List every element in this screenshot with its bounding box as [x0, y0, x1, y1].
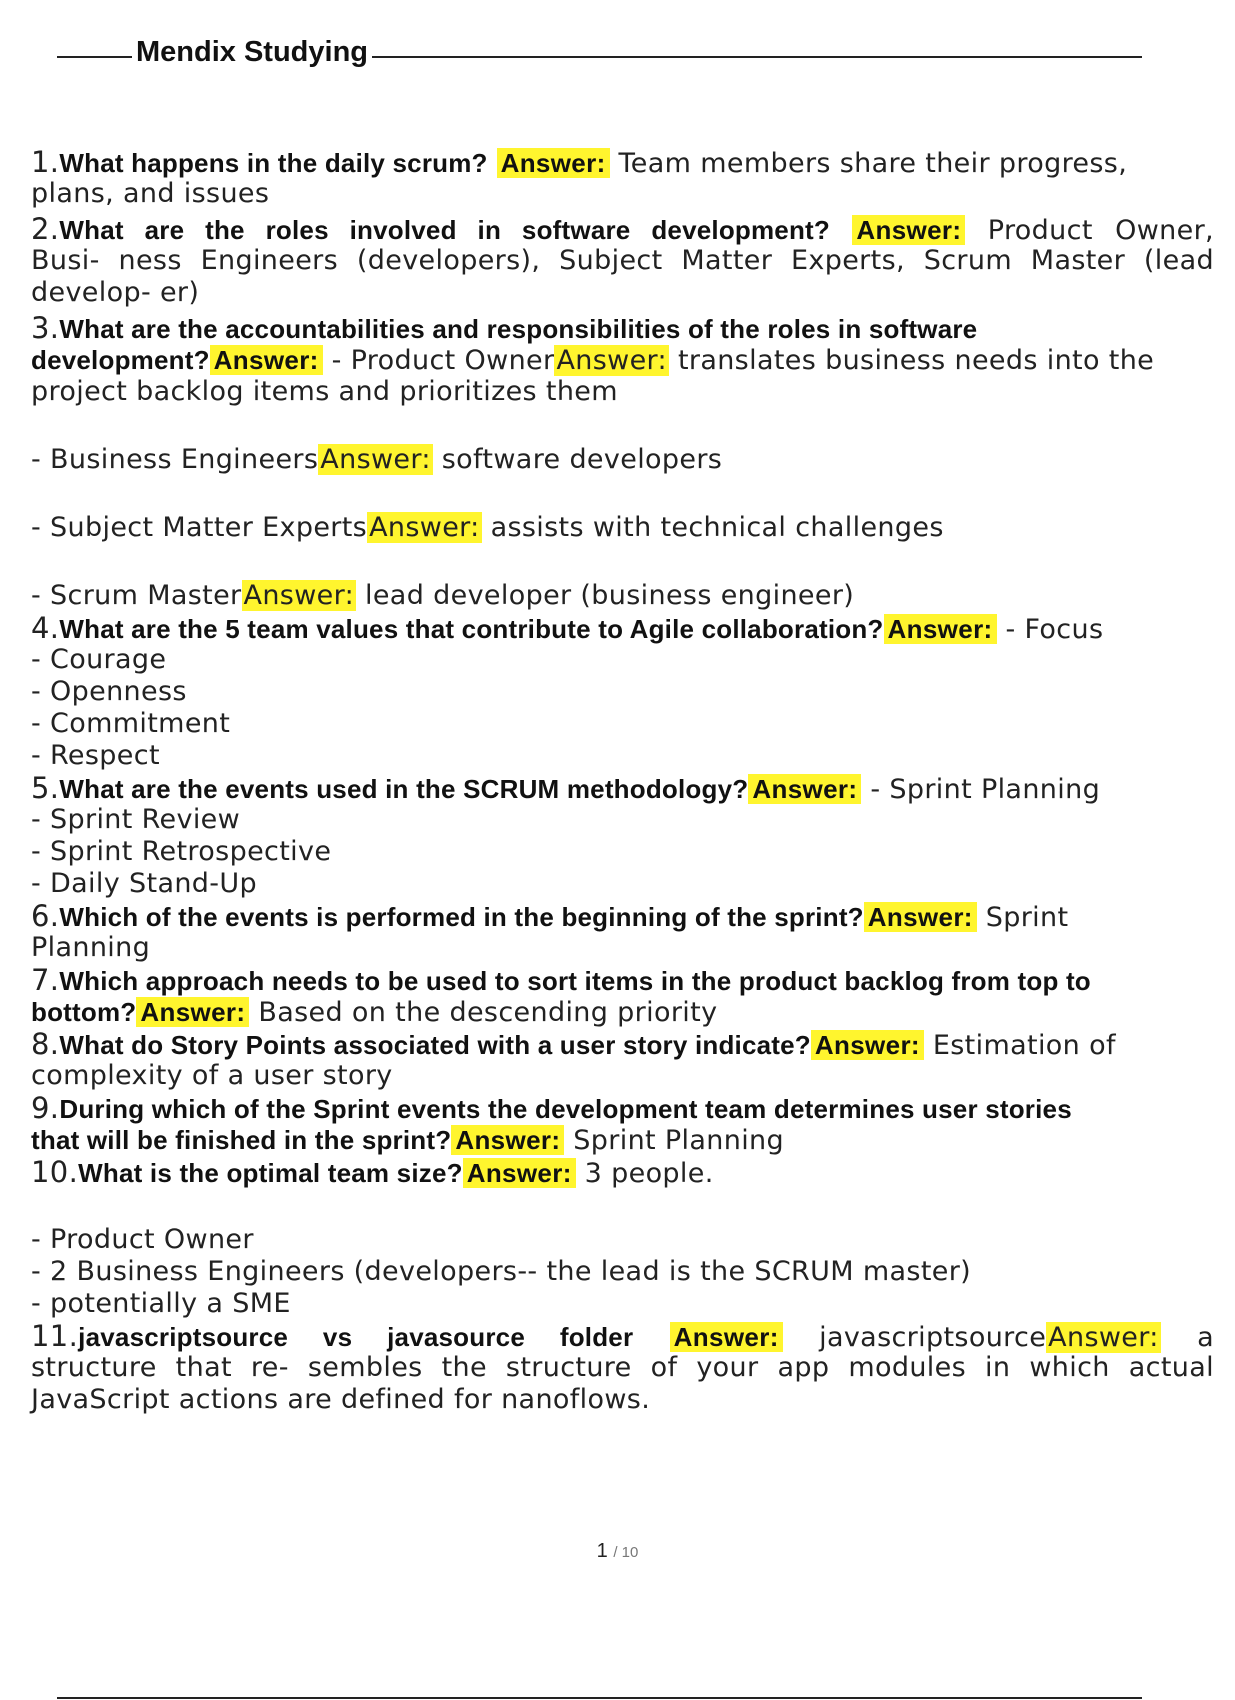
answer-2: Product Owner,	[987, 215, 1214, 246]
qa-2-line-1: 2.What are the roles involved in software development? Answer: Product Owner,	[31, 212, 1214, 246]
question-8: What do Story Points associated with a user story indicate?	[59, 1030, 811, 1060]
answer-label: Answer:	[463, 1158, 576, 1188]
list-item: - Openness	[31, 676, 187, 707]
list-item: - Sprint Review	[31, 804, 241, 835]
answer-label: Answer:	[369, 512, 480, 543]
answer-label: Answer:	[670, 1322, 783, 1352]
list-item: - potentially a SME	[31, 1288, 291, 1319]
question-3: What are the accountabilities and responsibilities of the roles in software	[59, 314, 978, 344]
total-pages: / 10	[613, 1544, 639, 1561]
list-item: - Product Owner	[31, 1224, 254, 1255]
qa-5-line-1: 5.What are the events used in the SCRUM methodology? Answer: - Sprint Planning	[31, 771, 1101, 805]
list-item: - Commitment	[31, 708, 231, 739]
page-indicator	[0, 1540, 1235, 1563]
qa-11-line-1: 11.javascriptsource vs javasource folder Answer: javascriptsourceAnswer: a	[31, 1319, 1214, 1353]
qa-3-line-2: development? Answer: - Product OwnerAnswer: translates business needs into the	[31, 345, 1155, 376]
qa-11-line-2: structure that re- sembles the structure of your app modules in which actual	[31, 1352, 1214, 1383]
qa-9-line-1: 9.During which of the Sprint events the development team determines user stories	[31, 1091, 1072, 1125]
answer-label: Answer:	[451, 1125, 564, 1155]
qa-11-line-3: JavaScript actions are defined for nanoflows.	[31, 1384, 651, 1415]
footer-rule	[57, 1697, 1142, 1699]
role-item-business-engineers: - Business EngineersAnswer: software developers	[31, 444, 723, 475]
role-item-subject-matter-experts: - Subject Matter ExpertsAnswer: assists with technical challenges	[31, 512, 944, 543]
qa-6-line-1: 6.Which of the events is performed in the beginning of the sprint? Answer: Sprint	[31, 899, 1069, 933]
qa-8-line-1: 8.What do Story Points associated with a user story indicate? Answer: Estimation of	[31, 1027, 1116, 1061]
qa-9-line-2: that will be finished in the sprint? Answer: Sprint Planning	[31, 1125, 785, 1156]
qa-2-line-2: Busi- ness Engineers (developers), Subject Matter Experts, Scrum Master (lead	[31, 245, 1214, 276]
answer-label: Answer:	[864, 902, 977, 932]
list-item: - Sprint Retrospective	[31, 836, 332, 867]
question-10: What is the optimal team size?	[78, 1158, 463, 1188]
qa-3-line-3: project backlog items and prioritizes them	[31, 376, 618, 407]
qa-3-line-1: 3.What are the accountabilities and responsibilities of the roles in software	[31, 311, 978, 345]
question-1: What happens in the daily scrum?	[59, 148, 488, 178]
qa-1-line-2: plans, and issues	[31, 178, 270, 209]
answer-label: Answer:	[210, 345, 323, 375]
qa-10-line-1: 10.What is the optimal team size? Answer: 3 people.	[31, 1155, 714, 1189]
qa-1-line-1: 1.What happens in the daily scrum? Answer: Team members share their progress,	[31, 145, 1128, 179]
document-body	[31, 145, 1214, 1416]
qa-7-line-1: 7.Which approach needs to be used to sort items in the product backlog from top to	[31, 963, 1091, 997]
answer-label: Answer:	[852, 215, 965, 245]
answer-label: Answer:	[136, 997, 249, 1027]
list-item: - Respect	[31, 740, 160, 771]
list-item: - Courage	[31, 644, 167, 675]
qa-6-line-2: Planning	[31, 932, 151, 963]
answer-label: Answer:	[243, 580, 355, 611]
list-item: - 2 Business Engineers (developers-- the lead is the SCRUM master)	[31, 1256, 972, 1287]
current-page: 1	[596, 1540, 608, 1562]
answer-label: Answer:	[884, 614, 997, 644]
question-2: What are the roles involved in software development?	[59, 215, 830, 245]
question-7: Which approach needs to be used to sort items in the product backlog from top to	[59, 966, 1091, 996]
qa-4-line-1: 4.What are the 5 team values that contribute to Agile collaboration? Answer: - Focus	[31, 611, 1104, 645]
document-title: Mendix Studying	[132, 34, 372, 70]
answer-label: Answer:	[320, 444, 431, 475]
answer-label: Answer:	[811, 1030, 924, 1060]
role-item-scrum-master: - Scrum MasterAnswer: lead developer (business engineer)	[31, 580, 855, 611]
question-4: What are the 5 team values that contribute to Agile collaboration?	[59, 614, 884, 644]
answer-label: Answer:	[1048, 1322, 1159, 1353]
answer-label: Answer:	[748, 774, 861, 804]
answer-1: Team members share their progress,	[618, 148, 1128, 179]
answer-label: Answer:	[556, 345, 667, 376]
question-5: What are the events used in the SCRUM methodology?	[59, 774, 749, 804]
answer-label: Answer:	[497, 148, 610, 178]
question-6: Which of the events is performed in the beginning of the sprint?	[59, 902, 864, 932]
question-11: javascriptsource vs javasource folder	[78, 1322, 634, 1352]
question-9: During which of the Sprint events the development team determines user stories	[59, 1094, 1072, 1124]
qa-7-line-2: bottom? Answer: Based on the descending priority	[31, 997, 718, 1028]
list-item: - Daily Stand-Up	[31, 868, 257, 899]
qa-8-line-2: complexity of a user story	[31, 1060, 393, 1091]
qa-2-line-3: develop- er)	[31, 277, 200, 308]
